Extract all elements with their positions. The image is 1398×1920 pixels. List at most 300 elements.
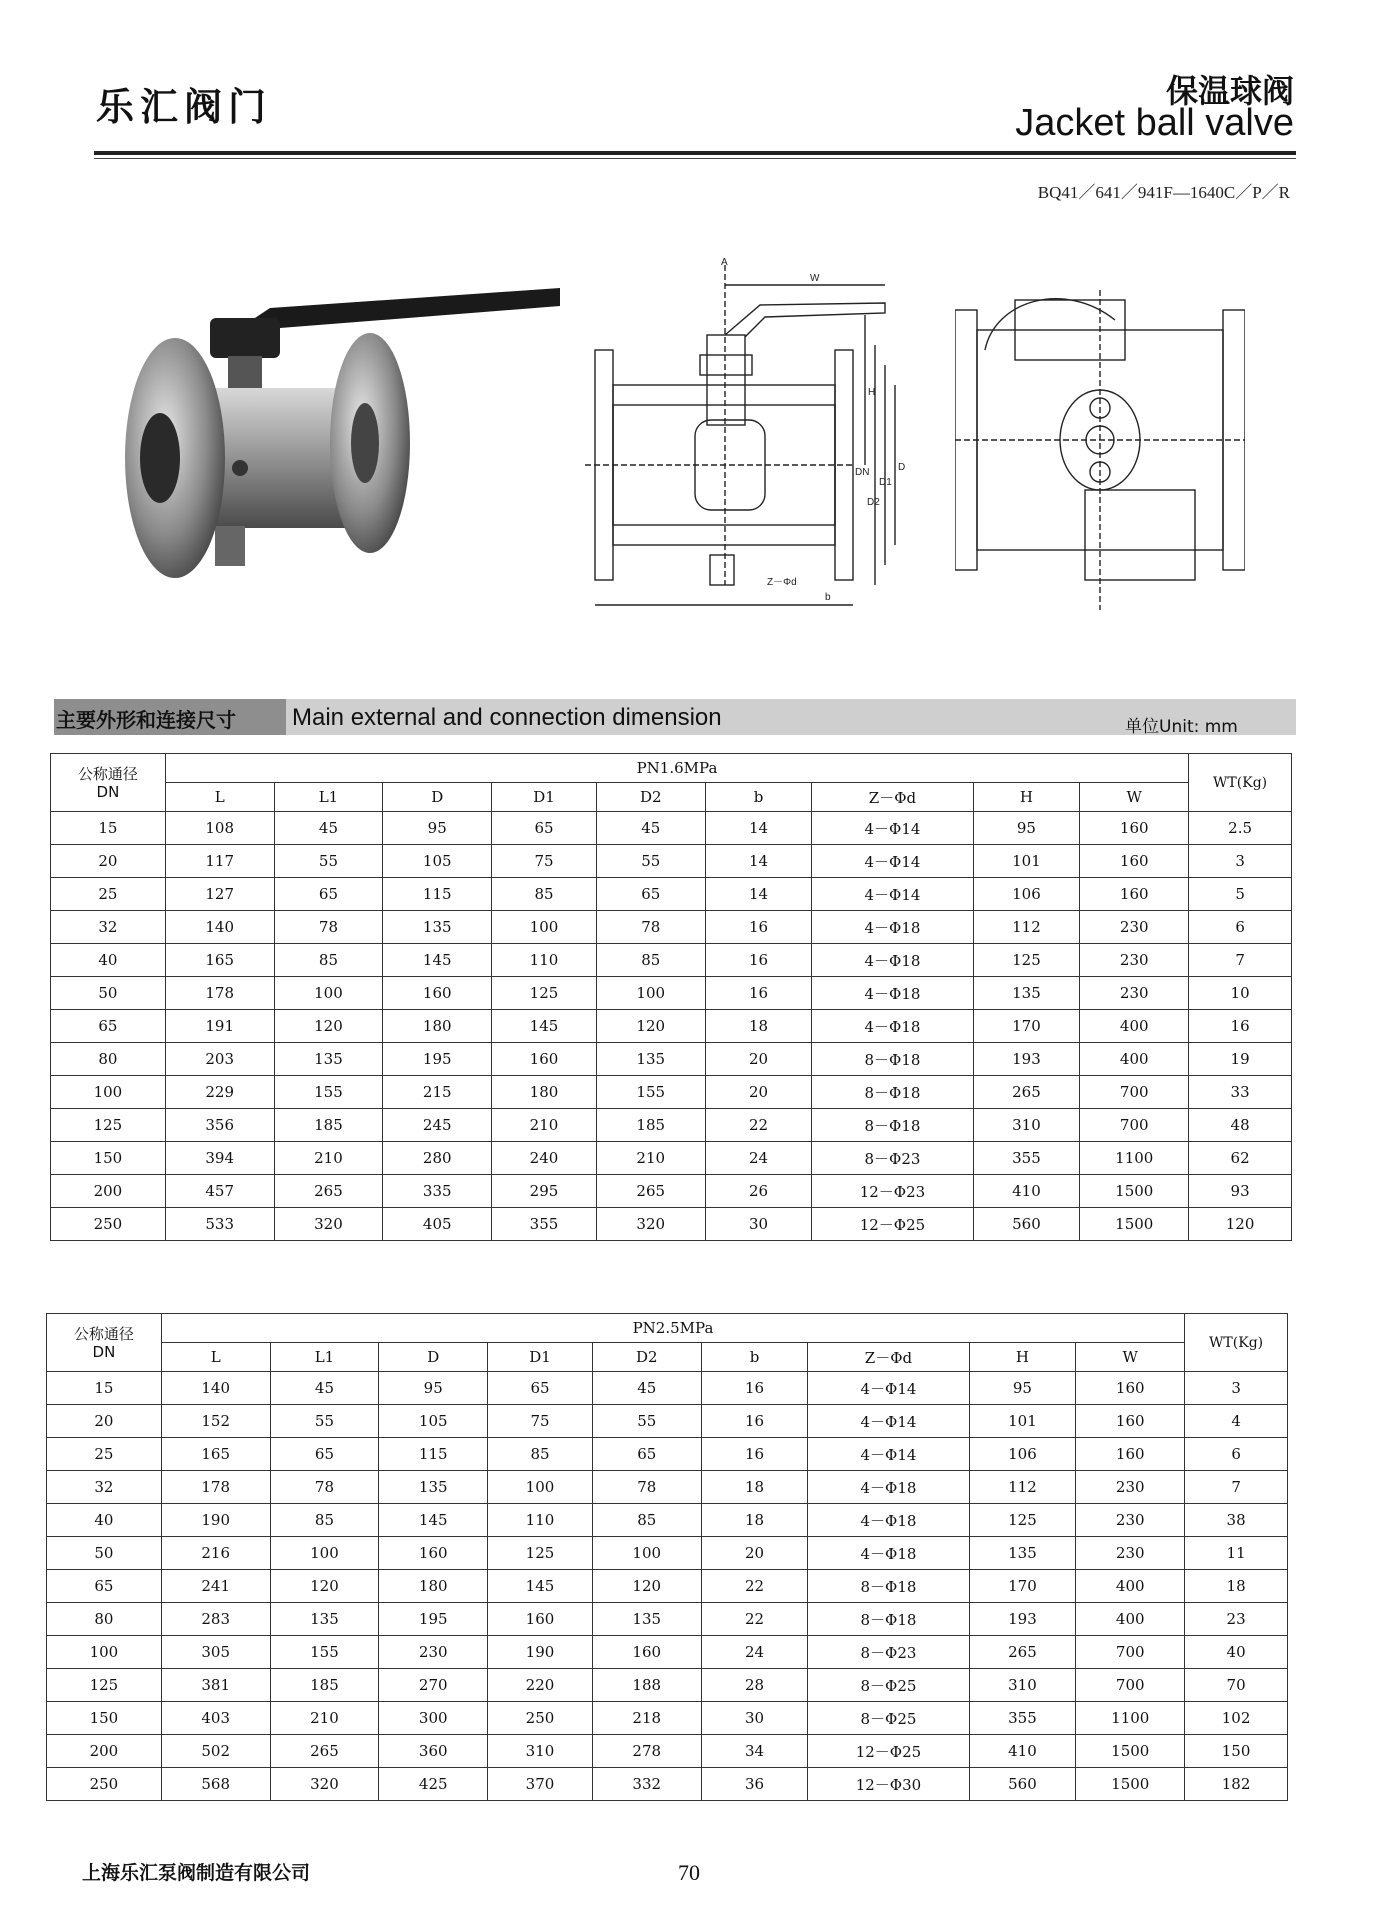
table-cell: 18	[701, 1504, 808, 1537]
valve-photo	[120, 268, 580, 618]
table-cell: 1500	[1076, 1768, 1185, 1801]
section-unit: 单位Unit: mm	[1125, 717, 1238, 737]
table-cell: 45	[596, 812, 705, 845]
cell-dn: 200	[51, 1175, 166, 1208]
table-cell: 2.5	[1189, 812, 1292, 845]
table-cell: 65	[492, 812, 597, 845]
table-cell: 8－Φ18	[812, 1076, 973, 1109]
cell-dn: 125	[47, 1669, 162, 1702]
table-cell: 1500	[1076, 1735, 1185, 1768]
table-cell: 360	[379, 1735, 488, 1768]
column-header: D1	[488, 1343, 593, 1372]
table-cell: 283	[161, 1603, 270, 1636]
drawing-label-h: H	[868, 387, 876, 398]
header-rule-thin	[94, 158, 1296, 159]
cell-dn: 150	[47, 1702, 162, 1735]
table-row	[47, 1669, 1288, 1702]
table-cell: 45	[274, 812, 383, 845]
table-cell: 195	[383, 1043, 492, 1076]
column-header: L	[161, 1343, 270, 1372]
table-cell: 5	[1189, 878, 1292, 911]
table-cell: 30	[701, 1702, 808, 1735]
column-header: W	[1080, 783, 1189, 812]
drawing-label-w: W	[810, 273, 820, 284]
column-header: D2	[592, 1343, 701, 1372]
table-cell: 180	[379, 1570, 488, 1603]
table-cell: 45	[592, 1372, 701, 1405]
table-cell: 310	[969, 1669, 1076, 1702]
column-header: b	[705, 783, 812, 812]
table-cell: 135	[383, 911, 492, 944]
column-header: D	[383, 783, 492, 812]
table-cell: 106	[973, 878, 1080, 911]
table-cell: 1500	[1080, 1175, 1189, 1208]
table-cell: 394	[165, 1142, 274, 1175]
column-header: L	[165, 783, 274, 812]
table-cell: 8－Φ23	[808, 1636, 969, 1669]
table-cell: 100	[274, 977, 383, 1010]
drawing-label-zd: Z－Φd	[767, 577, 797, 588]
table-cell: 20	[705, 1043, 812, 1076]
table-cell: 145	[492, 1010, 597, 1043]
valve-section-drawing	[585, 255, 915, 635]
table-cell: 560	[973, 1208, 1080, 1241]
table-cell: 36	[701, 1768, 808, 1801]
table-cell: 100	[492, 911, 597, 944]
drawing-label-dn: DN	[855, 467, 870, 478]
cell-dn: 65	[47, 1570, 162, 1603]
table-cell: 270	[379, 1669, 488, 1702]
table-cell: 95	[969, 1372, 1076, 1405]
table-cell: 220	[488, 1669, 593, 1702]
table-cell: 7	[1189, 944, 1292, 977]
section-title-cn: 主要外形和连接尺寸	[56, 708, 236, 732]
table-cell: 22	[701, 1603, 808, 1636]
table-row	[47, 1438, 1288, 1471]
table-cell: 195	[379, 1603, 488, 1636]
table-cell: 230	[379, 1636, 488, 1669]
table-cell: 4－Φ14	[812, 878, 973, 911]
table-cell: 178	[165, 977, 274, 1010]
table-cell: 101	[973, 845, 1080, 878]
cell-dn: 15	[47, 1372, 162, 1405]
table-cell: 3	[1189, 845, 1292, 878]
table-cell: 18	[701, 1471, 808, 1504]
header-weight: WT(Kg)	[1185, 1314, 1288, 1372]
table-cell: 4－Φ14	[812, 845, 973, 878]
table-cell: 160	[379, 1537, 488, 1570]
table-cell: 30	[705, 1208, 812, 1241]
model-number: BQ41／641／941F—1640C／P／R	[1037, 183, 1290, 202]
drawing-label-a: A	[721, 257, 728, 268]
table-cell: 400	[1080, 1010, 1189, 1043]
table-cell: 65	[274, 878, 383, 911]
table-cell: 55	[596, 845, 705, 878]
table-cell: 265	[274, 1175, 383, 1208]
table-cell: 160	[492, 1043, 597, 1076]
column-header: Z－Φd	[812, 783, 973, 812]
table-cell: 14	[705, 878, 812, 911]
cell-dn: 80	[51, 1043, 166, 1076]
table-cell: 78	[270, 1471, 379, 1504]
cell-dn: 50	[51, 977, 166, 1010]
table-cell: 120	[274, 1010, 383, 1043]
table-cell: 115	[379, 1438, 488, 1471]
table-row	[47, 1570, 1288, 1603]
table-row	[47, 1537, 1288, 1570]
table-cell: 75	[488, 1405, 593, 1438]
table-cell: 100	[488, 1471, 593, 1504]
table-cell: 135	[592, 1603, 701, 1636]
table-cell: 230	[1076, 1537, 1185, 1570]
cell-dn: 20	[51, 845, 166, 878]
table-cell: 135	[274, 1043, 383, 1076]
table-cell: 115	[383, 878, 492, 911]
table-cell: 55	[270, 1405, 379, 1438]
table-cell: 16	[701, 1372, 808, 1405]
table-row	[51, 845, 1292, 878]
table-cell: 26	[705, 1175, 812, 1208]
table-cell: 127	[165, 878, 274, 911]
table-cell: 170	[969, 1570, 1076, 1603]
table-row	[47, 1768, 1288, 1801]
table-cell: 405	[383, 1208, 492, 1241]
table-cell: 102	[1185, 1702, 1288, 1735]
cell-dn: 125	[51, 1109, 166, 1142]
table-cell: 140	[165, 911, 274, 944]
page-number: 70	[678, 1860, 700, 1885]
table-cell: 120	[592, 1570, 701, 1603]
table-cell: 85	[596, 944, 705, 977]
table-cell: 4	[1185, 1405, 1288, 1438]
table-cell: 14	[705, 845, 812, 878]
table-cell: 160	[1080, 812, 1189, 845]
table-cell: 135	[596, 1043, 705, 1076]
table-cell: 8－Φ18	[812, 1043, 973, 1076]
table-cell: 4－Φ18	[812, 977, 973, 1010]
table-cell: 265	[969, 1636, 1076, 1669]
cell-dn: 100	[47, 1636, 162, 1669]
table-cell: 120	[1189, 1208, 1292, 1241]
table-cell: 265	[973, 1076, 1080, 1109]
table-cell: 210	[270, 1702, 379, 1735]
table-cell: 230	[1076, 1504, 1185, 1537]
product-title-en: Jacket ball valve	[1015, 102, 1294, 144]
table-cell: 700	[1080, 1076, 1189, 1109]
table-cell: 18	[705, 1010, 812, 1043]
table-cell: 160	[383, 977, 492, 1010]
table-cell: 210	[274, 1142, 383, 1175]
column-header: H	[973, 783, 1080, 812]
cell-dn: 20	[47, 1405, 162, 1438]
table-cell: 16	[701, 1438, 808, 1471]
table-cell: 145	[488, 1570, 593, 1603]
table-cell: 185	[274, 1109, 383, 1142]
table-cell: 310	[488, 1735, 593, 1768]
cell-dn: 40	[47, 1504, 162, 1537]
table-cell: 8－Φ23	[812, 1142, 973, 1175]
table-cell: 108	[165, 812, 274, 845]
cell-dn: 32	[47, 1471, 162, 1504]
cell-dn: 150	[51, 1142, 166, 1175]
table-cell: 100	[270, 1537, 379, 1570]
table-cell: 191	[165, 1010, 274, 1043]
table-cell: 332	[592, 1768, 701, 1801]
table-cell: 112	[969, 1471, 1076, 1504]
table-cell: 210	[596, 1142, 705, 1175]
table-cell: 100	[596, 977, 705, 1010]
table-cell: 78	[274, 911, 383, 944]
table-cell: 8－Φ18	[808, 1570, 969, 1603]
table-cell: 85	[592, 1504, 701, 1537]
drawing-label-d1: D1	[879, 477, 892, 488]
table-cell: 229	[165, 1076, 274, 1109]
table-cell: 190	[161, 1504, 270, 1537]
column-header: b	[701, 1343, 808, 1372]
table-cell: 16	[1189, 1010, 1292, 1043]
table-cell: 180	[383, 1010, 492, 1043]
header-nominal-diameter	[47, 1314, 162, 1372]
table-cell: 310	[973, 1109, 1080, 1142]
section-title-en: Main external and connection dimension	[292, 704, 722, 731]
table-cell: 145	[379, 1504, 488, 1537]
table-row	[51, 1010, 1292, 1043]
table-cell: 12－Φ25	[812, 1208, 973, 1241]
table-cell: 400	[1080, 1043, 1189, 1076]
table-cell: 3	[1185, 1372, 1288, 1405]
table-row	[47, 1636, 1288, 1669]
table-cell: 152	[161, 1405, 270, 1438]
cell-dn: 250	[47, 1768, 162, 1801]
table-cell: 700	[1080, 1109, 1189, 1142]
table-cell: 105	[383, 845, 492, 878]
table-cell: 1100	[1080, 1142, 1189, 1175]
cell-dn: 25	[51, 878, 166, 911]
table-cell: 230	[1076, 1471, 1185, 1504]
column-header: H	[969, 1343, 1076, 1372]
table-cell: 65	[270, 1438, 379, 1471]
table-cell: 185	[596, 1109, 705, 1142]
footer-company: 上海乐汇泵阀制造有限公司	[82, 1862, 311, 1884]
table-cell: 230	[1080, 977, 1189, 1010]
table-cell: 20	[705, 1076, 812, 1109]
table-cell: 4－Φ18	[808, 1471, 969, 1504]
table-cell: 110	[492, 944, 597, 977]
table-cell: 19	[1189, 1043, 1292, 1076]
drawing-label-d: D	[898, 462, 906, 473]
table-cell: 410	[973, 1175, 1080, 1208]
table-cell: 4－Φ18	[812, 1010, 973, 1043]
table-cell: 78	[592, 1471, 701, 1504]
valve-side-drawing	[955, 290, 1245, 610]
table-cell: 85	[492, 878, 597, 911]
table-cell: 101	[969, 1405, 1076, 1438]
table-cell: 240	[492, 1142, 597, 1175]
table-cell: 193	[973, 1043, 1080, 1076]
table-cell: 65	[488, 1372, 593, 1405]
table-cell: 320	[596, 1208, 705, 1241]
table-cell: 105	[379, 1405, 488, 1438]
table-cell: 4－Φ18	[812, 911, 973, 944]
table-cell: 4－Φ18	[808, 1504, 969, 1537]
column-header: D2	[596, 783, 705, 812]
column-header: Z－Φd	[808, 1343, 969, 1372]
table-cell: 425	[379, 1768, 488, 1801]
table-row	[47, 1603, 1288, 1636]
table-cell: 165	[161, 1438, 270, 1471]
table-cell: 300	[379, 1702, 488, 1735]
table-cell: 356	[165, 1109, 274, 1142]
table-cell: 40	[1185, 1636, 1288, 1669]
table-cell: 230	[1080, 911, 1189, 944]
cell-dn: 50	[47, 1537, 162, 1570]
table-cell: 265	[270, 1735, 379, 1768]
table-cell: 230	[1080, 944, 1189, 977]
table-cell: 8－Φ18	[812, 1109, 973, 1142]
cell-dn: 15	[51, 812, 166, 845]
table-cell: 16	[705, 944, 812, 977]
table-cell: 1500	[1080, 1208, 1189, 1241]
product-title-cn: 保温球阀	[1165, 72, 1294, 110]
table-cell: 295	[492, 1175, 597, 1208]
table-cell: 120	[596, 1010, 705, 1043]
table-cell: 4－Φ14	[808, 1372, 969, 1405]
table-cell: 38	[1185, 1504, 1288, 1537]
table-cell: 700	[1076, 1636, 1185, 1669]
table-cell: 355	[492, 1208, 597, 1241]
table-row	[51, 1208, 1292, 1241]
table-cell: 33	[1189, 1076, 1292, 1109]
table-row	[51, 1175, 1292, 1208]
table-cell: 410	[969, 1735, 1076, 1768]
table-cell: 160	[1076, 1372, 1185, 1405]
table-row	[51, 911, 1292, 944]
table-row	[47, 1702, 1288, 1735]
table-cell: 34	[701, 1735, 808, 1768]
column-header: L1	[270, 1343, 379, 1372]
table-row	[47, 1372, 1288, 1405]
header-nominal-diameter	[51, 754, 166, 812]
cell-dn: 32	[51, 911, 166, 944]
table-cell: 8－Φ18	[808, 1603, 969, 1636]
table-cell: 560	[969, 1768, 1076, 1801]
table-cell: 100	[592, 1537, 701, 1570]
table-cell: 150	[1185, 1735, 1288, 1768]
header-rule	[94, 151, 1296, 155]
table-cell: 381	[161, 1669, 270, 1702]
table-cell: 4－Φ18	[808, 1537, 969, 1570]
table-cell: 95	[383, 812, 492, 845]
table-cell: 160	[1080, 845, 1189, 878]
table-row	[51, 1043, 1292, 1076]
table-cell: 18	[1185, 1570, 1288, 1603]
table-cell: 182	[1185, 1768, 1288, 1801]
table-cell: 125	[969, 1504, 1076, 1537]
table-cell: 320	[270, 1768, 379, 1801]
table-cell: 533	[165, 1208, 274, 1241]
table-cell: 218	[592, 1702, 701, 1735]
table-cell: 22	[705, 1109, 812, 1142]
table-cell: 185	[270, 1669, 379, 1702]
table-cell: 22	[701, 1570, 808, 1603]
column-header: W	[1076, 1343, 1185, 1372]
table-cell: 203	[165, 1043, 274, 1076]
table-row	[47, 1504, 1288, 1537]
table-cell: 188	[592, 1669, 701, 1702]
table-cell: 85	[270, 1504, 379, 1537]
table-cell: 6	[1189, 911, 1292, 944]
dimension-table-pn16	[50, 753, 1292, 1241]
cell-dn: 25	[47, 1438, 162, 1471]
table-cell: 28	[701, 1669, 808, 1702]
table-cell: 216	[161, 1537, 270, 1570]
table-cell: 190	[488, 1636, 593, 1669]
dimension-table-pn25	[46, 1313, 1288, 1801]
table-row	[51, 1142, 1292, 1175]
table-cell: 8－Φ25	[808, 1702, 969, 1735]
table-cell: 145	[383, 944, 492, 977]
table-cell: 305	[161, 1636, 270, 1669]
table-cell: 62	[1189, 1142, 1292, 1175]
table-cell: 335	[383, 1175, 492, 1208]
table-cell: 250	[488, 1702, 593, 1735]
table-row	[51, 944, 1292, 977]
table-cell: 16	[705, 977, 812, 1010]
table-cell: 95	[379, 1372, 488, 1405]
table-cell: 8－Φ25	[808, 1669, 969, 1702]
table-cell: 403	[161, 1702, 270, 1735]
table-cell: 7	[1185, 1471, 1288, 1504]
table-cell: 1100	[1076, 1702, 1185, 1735]
table-cell: 165	[165, 944, 274, 977]
table-cell: 23	[1185, 1603, 1288, 1636]
table-cell: 320	[274, 1208, 383, 1241]
table-row	[47, 1471, 1288, 1504]
header-nominal-diameter-dn: DN	[96, 782, 120, 801]
table-cell: 4－Φ14	[808, 1405, 969, 1438]
cell-dn: 200	[47, 1735, 162, 1768]
table-row	[51, 1109, 1292, 1142]
table-cell: 12－Φ23	[812, 1175, 973, 1208]
table-row	[51, 878, 1292, 911]
table-cell: 280	[383, 1142, 492, 1175]
table-cell: 55	[592, 1405, 701, 1438]
table-cell: 16	[705, 911, 812, 944]
column-header: L1	[274, 783, 383, 812]
cell-dn: 65	[51, 1010, 166, 1043]
column-header: D	[379, 1343, 488, 1372]
table-cell: 48	[1189, 1109, 1292, 1142]
table-row	[51, 812, 1292, 845]
header-pressure: PN2.5MPa	[161, 1314, 1184, 1343]
table-cell: 65	[592, 1438, 701, 1471]
table-cell: 24	[701, 1636, 808, 1669]
table-cell: 125	[488, 1537, 593, 1570]
table-cell: 135	[973, 977, 1080, 1010]
table-cell: 20	[701, 1537, 808, 1570]
table-cell: 55	[274, 845, 383, 878]
header-nominal-diameter-cn: 公称通径	[77, 764, 138, 783]
table-cell: 125	[973, 944, 1080, 977]
table-cell: 10	[1189, 977, 1292, 1010]
table-cell: 155	[274, 1076, 383, 1109]
table-cell: 117	[165, 845, 274, 878]
table-row	[47, 1405, 1288, 1438]
table-cell: 4－Φ18	[812, 944, 973, 977]
table-cell: 265	[596, 1175, 705, 1208]
table-cell: 12－Φ25	[808, 1735, 969, 1768]
table-cell: 355	[973, 1142, 1080, 1175]
